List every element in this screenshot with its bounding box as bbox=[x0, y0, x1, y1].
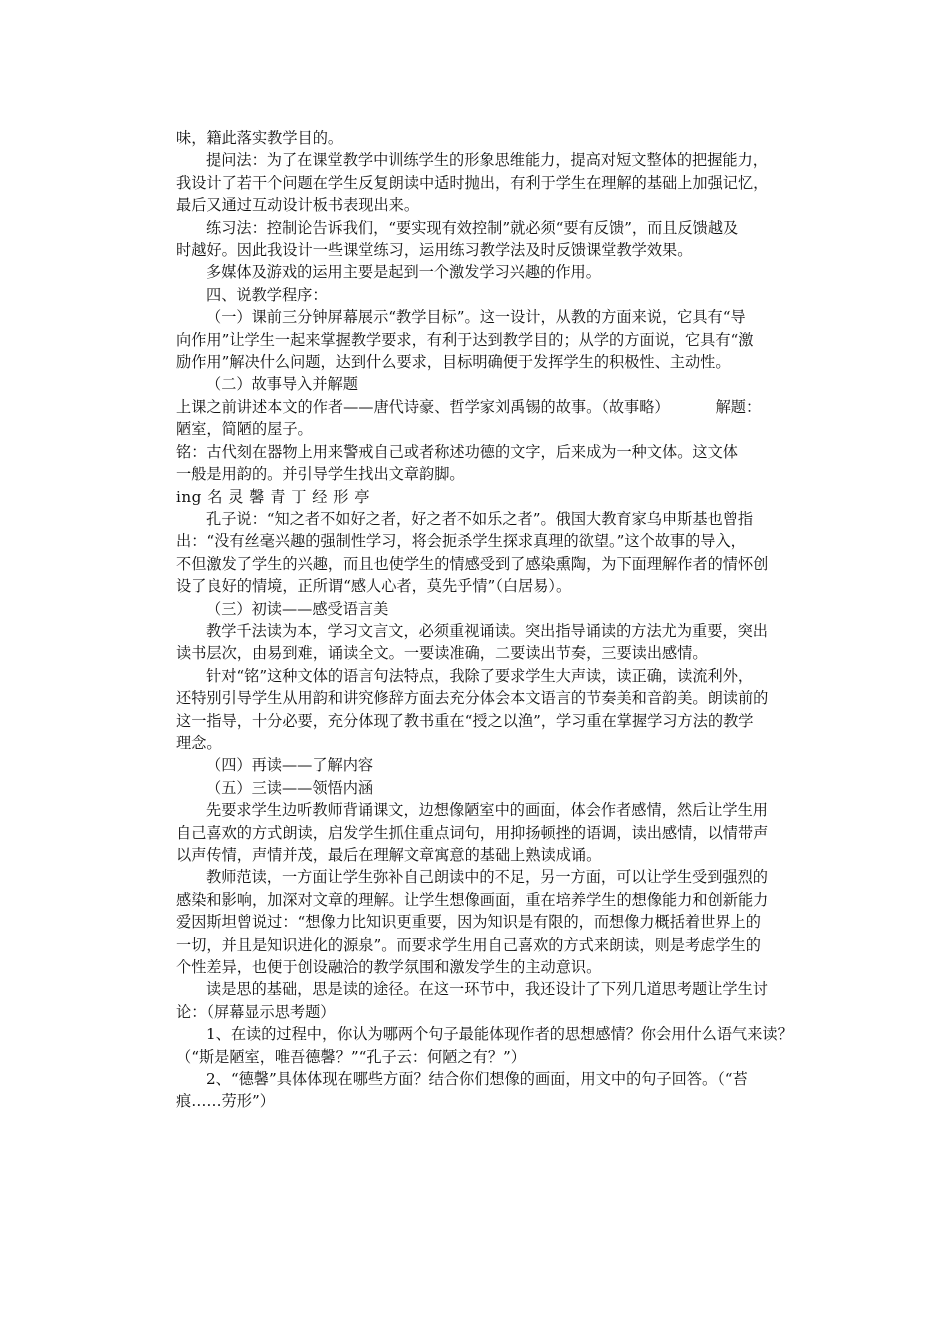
text-line bbox=[176, 396, 816, 418]
line-text: 向作用”让学生一起来掌握教学要求，有利于达到教学目的；从学的方面说，它具有“激 bbox=[176, 330, 754, 349]
text-line bbox=[176, 172, 816, 194]
text-line bbox=[176, 1068, 816, 1090]
line-text: 针对“铭”这种文体的语言句法特点，我除了要求学生大声读，读正确，读流利外， bbox=[206, 666, 754, 685]
text-line bbox=[176, 149, 816, 171]
line-text: （一）课前三分钟屏幕展示“教学目标”。这一设计，从教的方面来说，它具有“导 bbox=[206, 308, 746, 327]
text-line bbox=[176, 441, 816, 463]
text-line bbox=[176, 732, 816, 754]
line-text: 先要求学生边听教师背诵课文，边想像陋室中的画面，体会作者感情，然后让学生用 bbox=[206, 801, 768, 820]
text-line bbox=[176, 642, 816, 664]
line-text: 痕……劳形”） bbox=[176, 1092, 275, 1111]
document-page bbox=[176, 127, 816, 1113]
line-text: （四）再读——了解内容 bbox=[206, 756, 374, 775]
text-line bbox=[176, 284, 816, 306]
text-line bbox=[176, 665, 816, 687]
line-text: 教师范读，一方面让学生弥补自己朗读中的不足，另一方面，可以让学生受到强烈的 bbox=[206, 868, 768, 887]
line-text: 理念。 bbox=[176, 733, 222, 752]
line-text: 多媒体及游戏的运用主要是起到一个激发学习兴趣的作用。 bbox=[206, 263, 601, 282]
text-line bbox=[176, 620, 816, 642]
line-text: 上课之前讲述本文的作者——唐代诗豪、哲学家刘禹锡的故事。（故事略） bbox=[176, 397, 670, 416]
line-text: 不但激发了学生的兴趣，而且也使学生的情感受到了感染熏陶，为下面理解作者的情怀创 bbox=[176, 554, 769, 573]
line-text: ing 名 灵 馨 青 丁 经 形 亭 bbox=[176, 487, 370, 506]
text-line bbox=[176, 799, 816, 821]
text-line bbox=[176, 911, 816, 933]
text-line bbox=[176, 978, 816, 1000]
line-text: 2、“德馨”具体体现在哪些方面？结合你们想像的画面，用文中的句子回答。（“苔 bbox=[206, 1070, 748, 1089]
line-text: 一般是用韵的。并引导学生找出文章韵脚。 bbox=[176, 465, 465, 484]
text-line bbox=[176, 463, 816, 485]
line-text: 自己喜欢的方式朗读，启发学生抓住重点词句，用抑扬顿挫的语调，读出感情，以情带声 bbox=[176, 823, 769, 842]
text-line bbox=[176, 1046, 816, 1068]
text-line bbox=[176, 956, 816, 978]
text-line bbox=[176, 418, 816, 440]
line-text: 孔子说：“知之者不如好之者，好之者不如乐之者”。俄国大教育家乌申斯基也曾指 bbox=[206, 509, 754, 528]
text-line bbox=[176, 934, 816, 956]
text-line bbox=[176, 373, 816, 395]
text-line bbox=[176, 1001, 816, 1023]
text-line bbox=[176, 351, 816, 373]
line-text: 设了良好的情境，正所谓“感人心者，莫先乎情”（白居易）。 bbox=[176, 577, 572, 596]
text-line bbox=[176, 508, 816, 530]
text-line bbox=[176, 687, 816, 709]
text-line bbox=[176, 844, 816, 866]
line-text: 陋室，简陋的屋子。 bbox=[176, 420, 313, 439]
line-text: 我设计了若干个问题在学生反复朗读中适时抛出，有利于学生在理解的基础上加强记忆， bbox=[176, 173, 769, 192]
line-text: 教学千法读为本，学习文言文，必须重视诵读。突出指导诵读的方法尤为重要，突出 bbox=[206, 621, 768, 640]
line-text: 励作用”解决什么问题，达到什么要求，目标明确便于发挥学生的积极性、主动性。 bbox=[176, 353, 731, 372]
text-line bbox=[176, 553, 816, 575]
line-text: 味，籍此落实教学目的。 bbox=[176, 129, 344, 147]
line-text: 还特别引导学生从用韵和讲究修辞方面去充分体会本文语言的节奏美和音韵美。朗读前的 bbox=[176, 689, 769, 708]
text-line bbox=[176, 306, 816, 328]
line-tail-text: 解题： bbox=[715, 397, 762, 416]
line-text: 读是思的基础，思是读的途径。在这一环节中，我还设计了下列几道思考题让学生讨 bbox=[206, 980, 768, 999]
line-text: 时越好。因此我设计一些课堂练习，运用练习教学法及时反馈课堂教学效果。 bbox=[176, 241, 693, 260]
text-line bbox=[176, 530, 816, 552]
text-line bbox=[176, 127, 816, 149]
text-line bbox=[176, 866, 816, 888]
line-text: 铭：古代刻在器物上用来警戒自己或者称述功德的文字，后来成为一种文体。这文体 bbox=[176, 442, 738, 461]
line-text: 最后又通过互动设计板书表现出来。 bbox=[176, 196, 419, 215]
text-line bbox=[176, 261, 816, 283]
line-text: 练习法：控制论告诉我们，“要实现有效控制”就必须“要有反馈”，而且反馈越及 bbox=[206, 218, 739, 237]
line-text: （“斯是陋室，唯吾德馨？”“孔子云：何陋之有？”） bbox=[176, 1047, 526, 1066]
line-text: 论：（屏幕显示思考题） bbox=[176, 1002, 336, 1021]
text-line bbox=[176, 777, 816, 799]
line-text: （三）初读——感受语言美 bbox=[206, 599, 389, 618]
text-line bbox=[176, 239, 816, 261]
line-text: 读书层次，由易到难，诵读全文。一要读准确，二要读出节奏，三要读出感情。 bbox=[176, 644, 708, 663]
line-text: 这一指导，十分必要，充分体现了教书重在“授之以渔”，学习重在掌握学习方法的教学 bbox=[176, 711, 754, 730]
text-line bbox=[176, 194, 816, 216]
line-text: 爱因斯坦曾说过：“想像力比知识更重要，因为知识是有限的，而想像力概括着世界上的 bbox=[176, 913, 761, 932]
text-line bbox=[176, 822, 816, 844]
text-line bbox=[176, 754, 816, 776]
line-text: （五）三读——领悟内涵 bbox=[206, 778, 374, 797]
text-line bbox=[176, 710, 816, 732]
line-text: 一切，并且是知识进化的源泉”。而要求学生用自己喜欢的方式来朗读，则是考虑学生的 bbox=[176, 935, 761, 954]
line-text: 以声传情，声情并茂，最后在理解文章寓意的基础上熟读成诵。 bbox=[176, 846, 602, 864]
text-line bbox=[176, 329, 816, 351]
rhyme-list-line bbox=[176, 486, 816, 508]
line-text: 感染和影响，加深对文章的理解。让学生想像画面，重在培养学生的想像能力和创新能力 bbox=[176, 890, 769, 909]
text-line bbox=[176, 598, 816, 620]
line-text: 出：“没有丝毫兴趣的强制性学习，将会扼杀学生探求真理的欲望。”这个故事的导入， bbox=[176, 532, 746, 551]
line-text: 提问法：为了在课堂教学中训练学生的形象思维能力，提高对短文整体的把握能力， bbox=[206, 151, 768, 170]
text-line bbox=[176, 889, 816, 911]
text-line bbox=[176, 217, 816, 239]
text-line bbox=[176, 1023, 816, 1045]
line-text: 四、说教学程序： bbox=[206, 285, 328, 304]
text-line bbox=[176, 1090, 816, 1112]
text-line bbox=[176, 575, 816, 597]
line-text: 个性差异，也便于创设融洽的教学氛围和激发学生的主动意识。 bbox=[176, 958, 602, 977]
line-text: 1、在读的过程中，你认为哪两个句子最能体现作者的思想感情？你会用什么语气来读？ bbox=[206, 1025, 793, 1044]
line-text: （二）故事导入并解题 bbox=[206, 375, 358, 394]
